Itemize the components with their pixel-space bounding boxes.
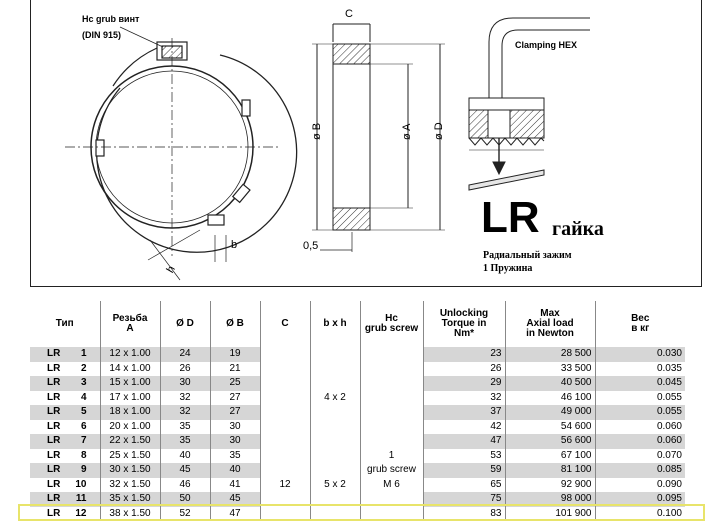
cell-bxh <box>310 449 360 464</box>
cell-diameter-b: 45 <box>210 492 260 507</box>
cell-weight: 0.090 <box>595 478 685 493</box>
cell-bxh <box>310 434 360 449</box>
cell-diameter-b: 30 <box>210 420 260 435</box>
table-row <box>30 449 685 464</box>
cell-axial-load: 28 500 <box>505 347 595 362</box>
type-number: 4 <box>80 391 87 403</box>
cell-bxh <box>310 347 360 362</box>
table-row <box>30 391 685 406</box>
cell-diameter-b: 25 <box>210 376 260 391</box>
cell-type <box>30 405 100 420</box>
cell-outer-diameter: 26 <box>160 362 210 377</box>
cell-thread: 30 x 1.50 <box>100 463 160 478</box>
cell-torque: 32 <box>423 391 505 406</box>
cell-axial-load: 101 900 <box>505 507 595 522</box>
header-weight: Bec в кг <box>595 301 685 347</box>
cell-type <box>30 507 100 522</box>
header-thread: Резьба A <box>100 301 160 347</box>
grub-screw-label-line1: Hc grub винт <box>82 14 140 24</box>
cell-thread: 17 x 1.00 <box>100 391 160 406</box>
cell-diameter-b: 40 <box>210 463 260 478</box>
cell-torque: 23 <box>423 347 505 362</box>
cell-thread: 12 x 1.00 <box>100 347 160 362</box>
type-prefix: LR <box>47 406 61 418</box>
cell-torque: 75 <box>423 492 505 507</box>
cell-weight: 0.085 <box>595 463 685 478</box>
type-prefix: LR <box>47 420 61 432</box>
cell-torque: 26 <box>423 362 505 377</box>
specification-table <box>30 301 685 521</box>
cell-thread: 32 x 1.50 <box>100 478 160 493</box>
cell-axial-load: 49 000 <box>505 405 595 420</box>
cell-c <box>260 434 310 449</box>
table-header-row <box>30 301 685 347</box>
cell-axial-load: 92 900 <box>505 478 595 493</box>
cell-type <box>30 347 100 362</box>
type-prefix: LR <box>47 435 61 447</box>
dimension-phi-a-label: ø A <box>401 123 413 140</box>
header-torque: Unlocking Torque in Nm* <box>423 301 505 347</box>
cell-grub-screw: 1 <box>360 449 423 464</box>
cell-outer-diameter: 30 <box>160 376 210 391</box>
dimension-b-label: b <box>231 239 238 251</box>
product-subtitle-line1: Радиальный зажим <box>483 250 572 261</box>
product-name: гайка <box>552 218 604 240</box>
type-prefix: LR <box>47 362 61 374</box>
cell-diameter-b: 27 <box>210 391 260 406</box>
cell-thread: 18 x 1.00 <box>100 405 160 420</box>
cell-bxh <box>310 405 360 420</box>
cell-grub-screw <box>360 347 423 362</box>
cell-outer-diameter: 35 <box>160 420 210 435</box>
cell-thread: 38 x 1.50 <box>100 507 160 522</box>
cell-bxh <box>310 376 360 391</box>
header-diameter-b: Ø B <box>210 301 260 347</box>
cell-diameter-b: 30 <box>210 434 260 449</box>
table-row <box>30 478 685 493</box>
cell-thread: 35 x 1.50 <box>100 492 160 507</box>
side-view <box>312 24 445 252</box>
type-prefix: LR <box>47 478 61 490</box>
cell-diameter-b: 27 <box>210 405 260 420</box>
grub-screw-label-line2: (DIN 915) <box>82 30 122 40</box>
cell-type <box>30 463 100 478</box>
type-prefix: LR <box>47 391 61 403</box>
header-c: C <box>260 301 310 347</box>
cell-torque: 42 <box>423 420 505 435</box>
type-number: 7 <box>80 435 87 447</box>
type-number: 1 <box>80 348 87 360</box>
dimension-h-label: h <box>164 263 178 276</box>
type-number: 12 <box>75 507 87 519</box>
cell-weight: 0.095 <box>595 492 685 507</box>
type-prefix: LR <box>47 507 61 519</box>
cell-bxh <box>310 362 360 377</box>
cell-outer-diameter: 46 <box>160 478 210 493</box>
cell-grub-screw <box>360 391 423 406</box>
cell-c <box>260 449 310 464</box>
cell-bxh <box>310 507 360 522</box>
cell-axial-load: 54 600 <box>505 420 595 435</box>
header-axial-load: Max Axial load in Newton <box>505 301 595 347</box>
cell-type <box>30 376 100 391</box>
type-number: 6 <box>80 420 87 432</box>
type-number: 3 <box>80 377 87 389</box>
cell-outer-diameter: 52 <box>160 507 210 522</box>
table-row <box>30 405 685 420</box>
cell-axial-load: 40 500 <box>505 376 595 391</box>
cell-type <box>30 434 100 449</box>
cell-thread: 22 x 1.50 <box>100 434 160 449</box>
cell-weight: 0.070 <box>595 449 685 464</box>
cell-grub-screw <box>360 507 423 522</box>
cell-weight: 0.030 <box>595 347 685 362</box>
cell-torque: 65 <box>423 478 505 493</box>
cell-axial-load: 67 100 <box>505 449 595 464</box>
cell-torque: 47 <box>423 434 505 449</box>
type-number: 2 <box>80 362 87 374</box>
cell-outer-diameter: 50 <box>160 492 210 507</box>
cell-c <box>260 362 310 377</box>
table-row <box>30 347 685 362</box>
type-prefix: LR <box>47 377 61 389</box>
type-number: 10 <box>75 478 87 490</box>
cell-thread: 14 x 1.00 <box>100 362 160 377</box>
cell-grub-screw <box>360 376 423 391</box>
cell-thread: 20 x 1.00 <box>100 420 160 435</box>
cell-type <box>30 449 100 464</box>
cell-diameter-b: 41 <box>210 478 260 493</box>
cell-grub-screw: M 6 <box>360 478 423 493</box>
cell-torque: 37 <box>423 405 505 420</box>
cell-c: 12 <box>260 478 310 493</box>
table-row <box>30 463 685 478</box>
cell-c <box>260 463 310 478</box>
table-row <box>30 362 685 377</box>
cell-torque: 59 <box>423 463 505 478</box>
cell-weight: 0.100 <box>595 507 685 522</box>
cell-axial-load: 33 500 <box>505 362 595 377</box>
header-bxh: b x h <box>310 301 360 347</box>
cell-weight: 0.060 <box>595 434 685 449</box>
table-row <box>30 434 685 449</box>
product-code: LR <box>481 193 540 242</box>
cell-diameter-b: 19 <box>210 347 260 362</box>
cell-c <box>260 391 310 406</box>
cell-weight: 0.055 <box>595 405 685 420</box>
table-row <box>30 376 685 391</box>
cell-c <box>260 347 310 362</box>
cell-c <box>260 376 310 391</box>
cell-grub-screw <box>360 492 423 507</box>
cell-axial-load: 81 100 <box>505 463 595 478</box>
product-subtitle-line2: 1 Пружина <box>483 263 533 274</box>
cell-outer-diameter: 32 <box>160 405 210 420</box>
cell-outer-diameter: 24 <box>160 347 210 362</box>
cell-weight: 0.060 <box>595 420 685 435</box>
type-prefix: LR <box>47 348 61 360</box>
type-number: 9 <box>80 464 87 476</box>
clamping-hex-label: Clamping HEX <box>515 40 578 50</box>
cell-c <box>260 405 310 420</box>
type-prefix: LR <box>47 493 61 505</box>
type-number: 11 <box>75 493 87 505</box>
cell-weight: 0.045 <box>595 376 685 391</box>
table-row <box>30 492 685 507</box>
dimension-phi-d-label: ø D <box>433 122 445 140</box>
type-prefix: LR <box>47 464 61 476</box>
cell-weight: 0.035 <box>595 362 685 377</box>
cell-outer-diameter: 35 <box>160 434 210 449</box>
cell-grub-screw <box>360 420 423 435</box>
type-prefix: LR <box>47 449 61 461</box>
cell-grub-screw <box>360 434 423 449</box>
cell-thread: 25 x 1.50 <box>100 449 160 464</box>
cell-bxh <box>310 463 360 478</box>
cell-axial-load: 98 000 <box>505 492 595 507</box>
cell-c <box>260 492 310 507</box>
cell-torque: 53 <box>423 449 505 464</box>
cell-diameter-b: 47 <box>210 507 260 522</box>
cell-type <box>30 492 100 507</box>
cell-diameter-b: 21 <box>210 362 260 377</box>
table-row <box>30 507 685 522</box>
cell-c <box>260 507 310 522</box>
dimension-phi-b-label: ø B <box>311 122 323 140</box>
cell-type <box>30 478 100 493</box>
cell-outer-diameter: 40 <box>160 449 210 464</box>
cell-type <box>30 362 100 377</box>
cell-bxh: 5 x 2 <box>310 478 360 493</box>
cell-bxh <box>310 420 360 435</box>
cell-outer-diameter: 32 <box>160 391 210 406</box>
type-number: 8 <box>80 449 87 461</box>
header-outer-diameter: Ø D <box>160 301 210 347</box>
type-number: 5 <box>80 406 87 418</box>
cell-grub-screw <box>360 362 423 377</box>
cell-torque: 29 <box>423 376 505 391</box>
cell-thread: 15 x 1.00 <box>100 376 160 391</box>
cell-type <box>30 420 100 435</box>
cell-type <box>30 391 100 406</box>
cell-c <box>260 420 310 435</box>
cell-axial-load: 46 100 <box>505 391 595 406</box>
table-row <box>30 420 685 435</box>
dimension-c-label: C <box>345 8 353 20</box>
front-view <box>65 27 297 280</box>
cell-torque: 83 <box>423 507 505 522</box>
cell-grub-screw: grub screw <box>360 463 423 478</box>
cell-bxh <box>310 492 360 507</box>
header-grub-screw: Hc grub screw <box>360 301 423 347</box>
cell-diameter-b: 35 <box>210 449 260 464</box>
cell-weight: 0.055 <box>595 391 685 406</box>
dimension-05-label: 0,5 <box>303 240 319 252</box>
cell-axial-load: 56 600 <box>505 434 595 449</box>
cell-outer-diameter: 45 <box>160 463 210 478</box>
table-body <box>30 347 685 521</box>
header-type: Тип <box>55 318 74 329</box>
cell-bxh: 4 x 2 <box>310 391 360 406</box>
cell-grub-screw <box>360 405 423 420</box>
